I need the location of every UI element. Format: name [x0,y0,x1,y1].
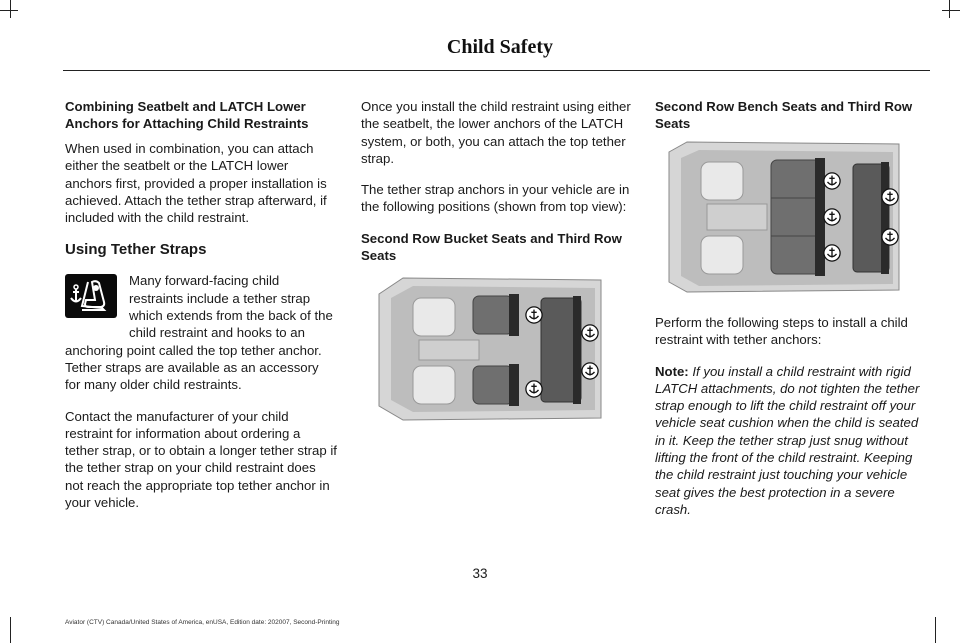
paragraph-combining: When used in combination, you can attach either the seatbelt or the LATCH lower anchors first, provided a proper installation is achieved. Attach the tether strap afterward, if included with the child restraint. [65,141,327,226]
paragraph-tether-intro: Many forward-facing child restraints include a tether strap which extends from the back of the child restraint and hooks to an anchoring point called the top tether anchor. Tether straps are available as an accessory for many older child restraints. [65,273,333,393]
paragraph-contact-manufacturer: Contact the manufacturer of your child restraint for information about ordering a tether strap, or to obtain a longer tether strap if the tether strap on your child restraint does not reach the appropriate top tether anchor in your vehicle. [65,408,337,511]
page-header-title: Child Safety [446,36,553,58]
bench-seats-top-view-figure [667,140,903,302]
paragraph-install-steps-intro: Perform the following steps to install a child restraint with tether anchors: [655,315,908,348]
heading-bench-seats: Second Row Bench Seats and Third Row Seats [655,99,913,131]
footer-edition-info: Aviator (CTV) Canada/United States of America, enUSA, Edition date: 202007, Second-Printing [65,619,340,626]
heading-combining-anchors: Combining Seatbelt and LATCH Lower Anchors for Attaching Child Restraints [65,99,309,131]
crop-mark [10,0,11,18]
paragraph-install-tether: Once you install the child restraint using either the seatbelt, the lower anchors of the LATCH system, or both, you can attach the top tether strap. [361,99,631,166]
crop-mark [0,10,18,11]
crop-mark [942,10,960,11]
header-divider [63,70,930,71]
column-left [65,98,337,525]
crop-mark [10,617,11,643]
note-label: Note: [655,363,689,379]
column-middle [361,98,633,432]
note-rigid-latch [655,363,927,519]
page-number: 33 [472,566,488,581]
paragraph-anchor-positions: The tether strap anchors in your vehicle are in the following positions (shown from top view): [361,182,630,215]
tether-intro-block [65,272,337,393]
note-text: If you install a child restraint with rigid LATCH attachments, do not tighten the tether strap enough to lift the child restraint off your vehicle seat cushion when the child is seated in it. Keep the tether strap just snug without lifting the front of the child restraint. Keeping the child restraint just touching your vehicle seat gives the best protection in a severe crash. [655,363,920,517]
child-seat-tether-icon [65,274,117,318]
column-right [655,98,927,518]
bucket-seats-top-view-figure [373,272,605,432]
heading-using-tether-straps: Using Tether Straps [65,241,207,259]
heading-bucket-seats: Second Row Bucket Seats and Third Row Seats [361,230,622,263]
crop-mark [935,617,936,643]
crop-mark [949,0,950,18]
